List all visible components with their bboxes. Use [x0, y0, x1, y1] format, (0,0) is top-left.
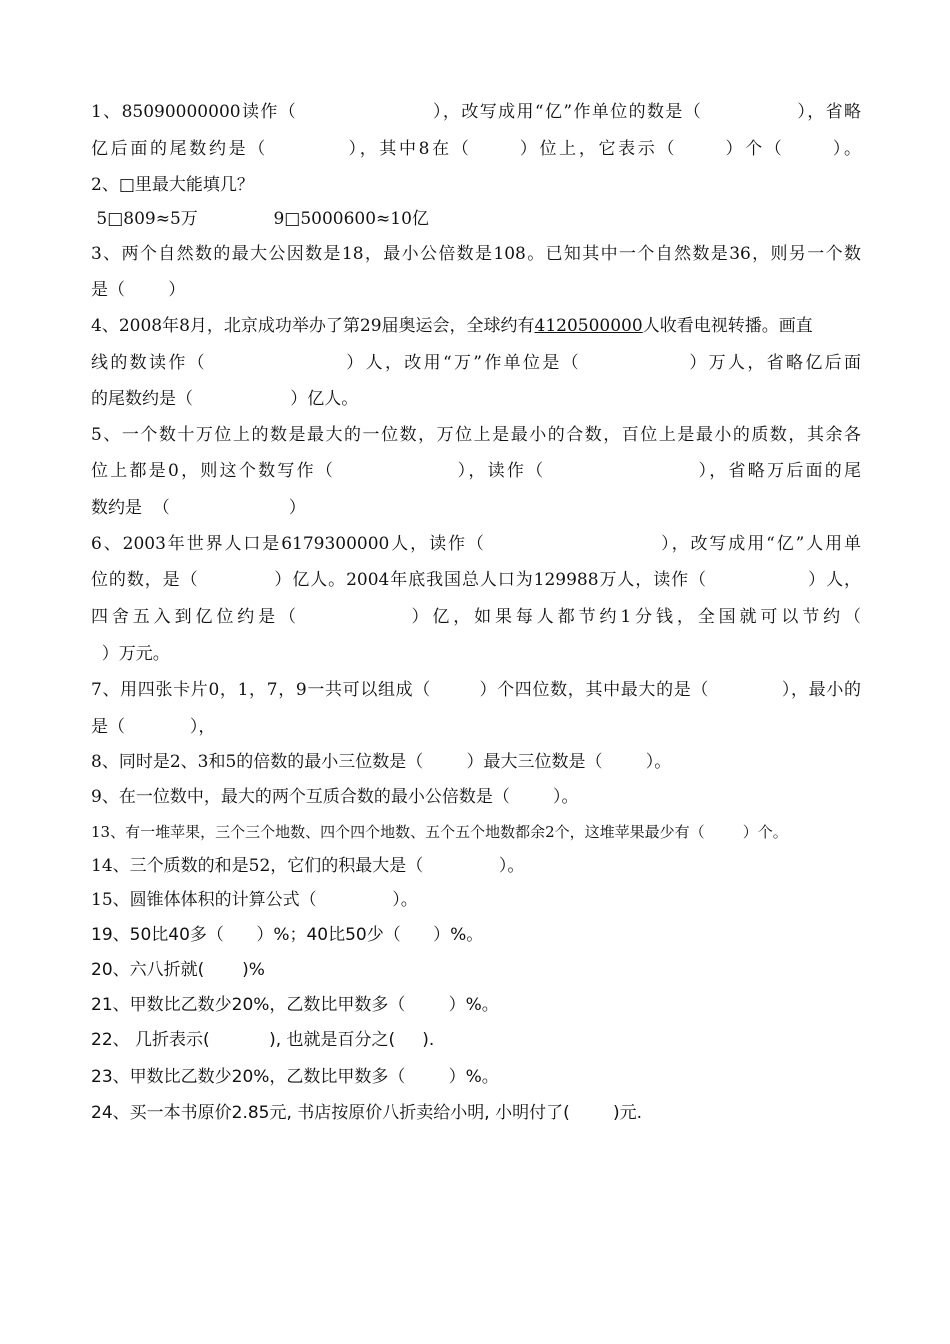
question-21: 21、甲数比乙数少20%，乙数比甲数多（ ）%。: [91, 995, 499, 1015]
question-2-line-2: 5□809≈5万 9□5000600≈10亿: [91, 209, 429, 229]
question-6-line-1: 6、2003年世界人口是6179300000人，读作（ ），改写成用“亿”人用单: [91, 534, 861, 554]
question-6-line-2: 位的数，是（ ）亿人。2004年底我国总人口为129988万人，读作（ ）人，: [91, 570, 861, 590]
question-8: 8、同时是2、3和5的倍数的最小三位数是（ ）最大三位数是（ ）。: [91, 752, 672, 772]
underlined-number: 4120500000: [534, 316, 643, 336]
question-15: 15、圆锥体体积的计算公式（ ）。: [91, 890, 418, 910]
question-13: 13、有一堆苹果，三个三个地数、四个四个地数、五个五个地数都余2个，这堆苹果最少有（ ）个。: [91, 823, 788, 841]
question-24: 24、买一本书原价2.85元, 书店按原价八折卖给小明, 小明付了( )元.: [91, 1103, 642, 1123]
question-6-line-4: ）万元。: [91, 644, 170, 664]
question-5-line-3: 数约是 （ ）: [91, 498, 306, 518]
question-3-line-1: 3、两个自然数的最大公因数是18，最小公倍数是108。已知其中一个自然数是36，则另一个数: [91, 244, 861, 264]
question-5-line-2: 位上都是0，则这个数写作（ ），读作（ ），省略万后面的尾: [91, 461, 861, 481]
question-5-line-1: 5、一个数十万位上的数是最大的一位数，万位上是最小的合数，百位上是最小的质数，其余各: [91, 425, 861, 445]
question-4-text-end: 人收看电视转播。画直: [642, 316, 813, 336]
question-3-line-2: 是（ ）: [91, 280, 186, 300]
question-7-line-2: 是（ ），: [91, 717, 216, 737]
question-19: 19、50比40多（ ）%；40比50少（ ）%。: [91, 925, 484, 945]
question-2-line-1: 2、□里最大能填几？: [91, 175, 254, 195]
question-1-line-2: 亿后面的尾数约是（ ），其中8在（ ）位上，它表示（ ）个（ ）。: [91, 139, 861, 159]
question-4-line-1: [91, 315, 813, 337]
question-6-line-3: 四舍五入到亿位约是（ ）亿，如果每人都节约1分钱，全国就可以节约（: [91, 607, 861, 627]
question-14: 14、三个质数的和是52，它们的积最大是（ ）。: [91, 856, 525, 876]
question-20: 20、六八折就( )%: [91, 960, 265, 980]
question-4-line-2: 线的数读作（ ）人，改用“万”作单位是（ ）万人，省略亿后面: [91, 353, 861, 373]
question-4-line-3: 的尾数约是（ ）亿人。: [91, 389, 359, 409]
question-22: 22、 几折表示( ), 也就是百分之( ).: [91, 1030, 435, 1050]
question-23: 23、甲数比乙数少20%，乙数比甲数多（ ）%。: [91, 1067, 499, 1087]
question-1-line-1: 1、85090000000读作（ ），改写成用“亿”作单位的数是（ ），省略: [91, 102, 861, 122]
question-4-text-start: 4、2008年8月，北京成功举办了第29届奥运会，全球约有: [91, 316, 535, 336]
question-9: 9、在一位数中，最大的两个互质合数的最小公倍数是（ ）。: [91, 787, 579, 807]
question-7-line-1: 7、用四张卡片0，1，7，9一共可以组成（ ）个四位数，其中最大的是（ ），最小的: [91, 680, 861, 700]
